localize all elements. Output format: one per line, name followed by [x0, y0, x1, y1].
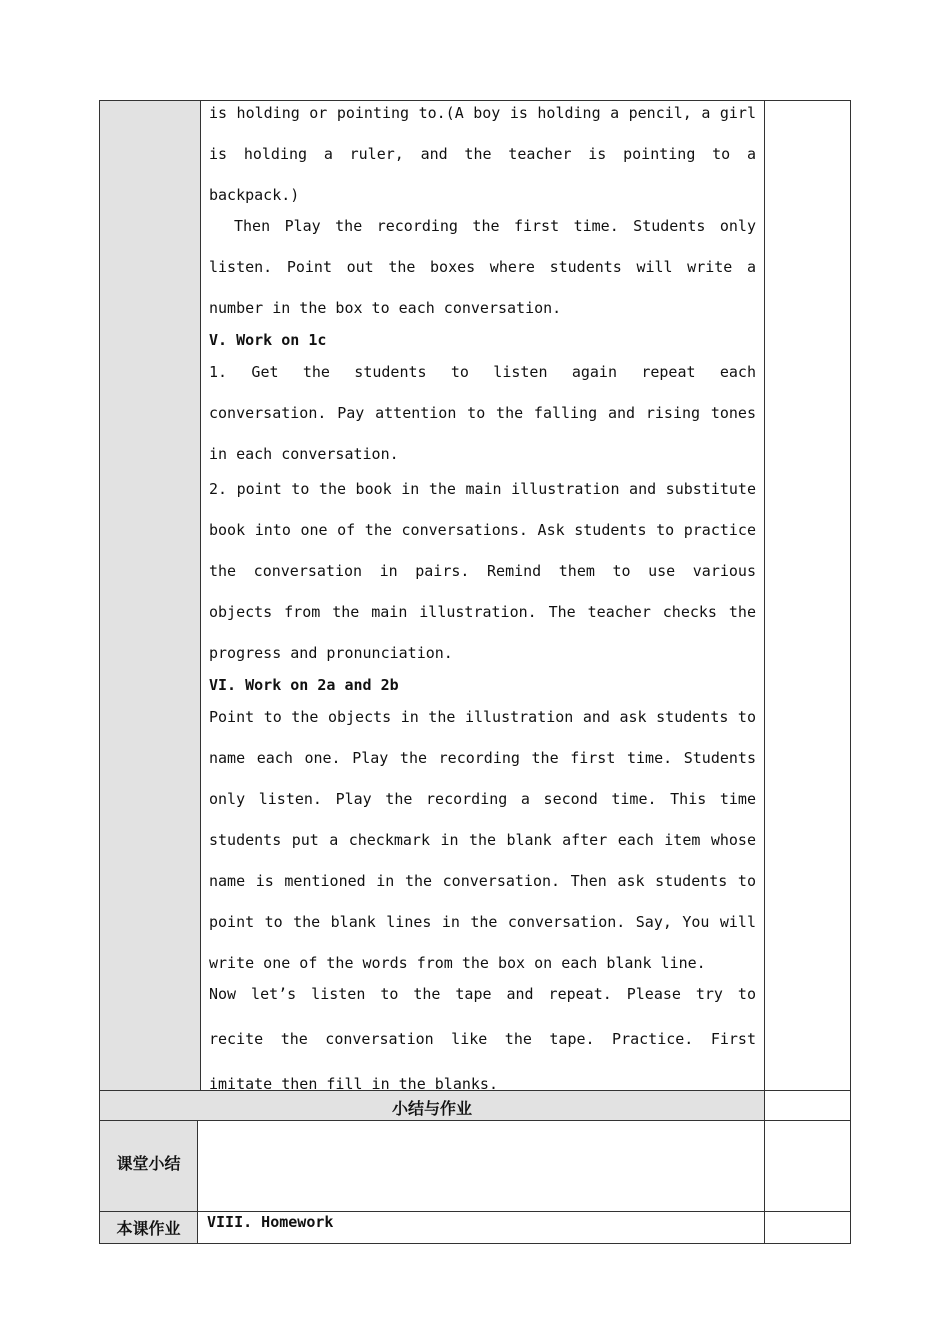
section5-item-2: 2. point to the book in the main illustration and substitute book into one of the conversations. Ask students to practice the conversation in pairs. Remind them to use various objects from the main illustration. The teacher checks the progress and pronunciation.	[209, 480, 756, 662]
section4-paragraph-1: is holding or pointing to.(A boy is holding a pencil, a girl is holding a ruler, and the teacher is pointing to a backpack.)	[209, 104, 756, 204]
homework-content: VIII. Homework	[207, 1213, 334, 1231]
section5-item-1: 1. Get the students to listen again repeat each conversation. Pay attention to the falling and rising tones in each conversation.	[209, 363, 756, 463]
section6-heading: VI. Work on 2a and 2b	[209, 676, 399, 694]
class-summary-label: 课堂小结	[116, 1154, 181, 1173]
teaching-procedure-content	[209, 101, 756, 1107]
section4-paragraph-2: Then Play the recording the first time. Students only listen. Point out the boxes where students will write a number in the box to each conversation.	[209, 217, 756, 317]
homework-label: 本课作业	[116, 1219, 181, 1238]
summary-homework-title: 小结与作业	[391, 1099, 472, 1118]
section6-paragraph-1: Point to the objects in the illustration and ask students to name each one. Play the recording the first time. Students only listen. Play the recording a second time. This time students put a checkmark in the blank after each item whose name is mentioned in the conversation. Then ask students to point to the blank lines in the conversation. Say, You will write one of the words from the box on each blank line.	[209, 708, 756, 972]
section6-paragraph-2: Now let’s listen to the tape and repeat. Please try to recite the conversation like the tape. Practice. First imitate then fill in the blanks.	[209, 985, 756, 1093]
section5-heading: V. Work on 1c	[209, 331, 327, 349]
